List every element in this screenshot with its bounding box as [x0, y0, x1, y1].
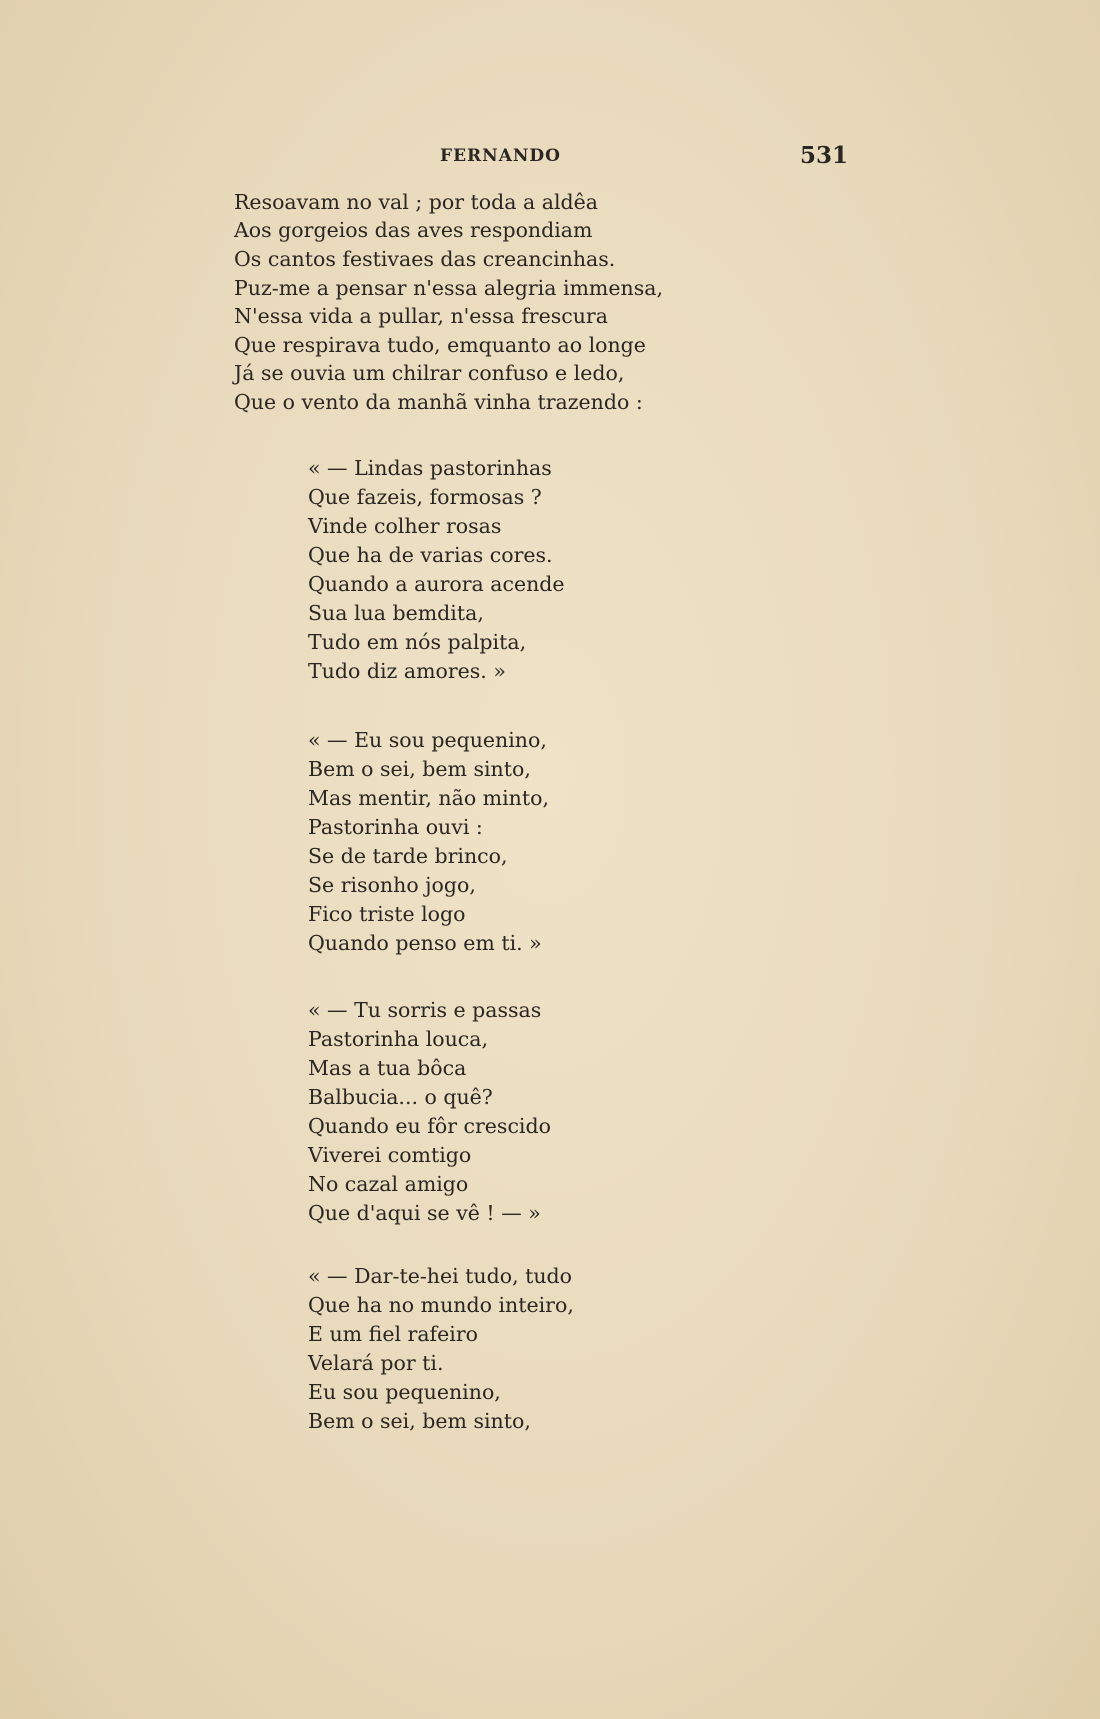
verse-line: « — Lindas pastorinhas [308, 456, 552, 480]
verse-line: N'essa vida a pullar, n'essa frescura [234, 304, 608, 328]
verse-line: Que fazeis, formosas ? [308, 485, 542, 509]
verse-line: Vinde colher rosas [308, 514, 502, 538]
verse-line: Que ha no mundo inteiro, [308, 1293, 574, 1317]
verse-line: Quando eu fôr crescido [308, 1114, 551, 1138]
verse-line: Sua lua bemdita, [308, 601, 484, 625]
verse-line: Já se ouvia um chilrar confuso e ledo, [234, 361, 625, 385]
verse-line: Pastorinha louca, [308, 1027, 489, 1051]
running-head [0, 142, 1100, 170]
verse-line: Fico triste logo [308, 902, 466, 926]
verse-line: Resoavam no val ; por toda a aldêa [234, 190, 598, 214]
verse-line: Se risonho jogo, [308, 873, 476, 897]
verse-line: No cazal amigo [308, 1172, 469, 1196]
verse-line: Tudo diz amores. » [308, 659, 506, 683]
verse-line: Bem o sei, bem sinto, [308, 1409, 531, 1433]
verse-line: Velará por ti. [308, 1351, 444, 1375]
verse-line: Balbucia... o quê? [308, 1085, 493, 1109]
verse-line: Que ha de varias cores. [308, 543, 553, 567]
verse-line: Que d'aqui se vê ! — » [308, 1201, 541, 1225]
verse-line: Eu sou pequenino, [308, 1380, 501, 1404]
verse-line: Se de tarde brinco, [308, 844, 508, 868]
verse-line: Os cantos festivaes das creancinhas. [234, 247, 616, 271]
verse-line: Mas mentir, não minto, [308, 786, 549, 810]
verse-line: Tudo em nós palpita, [308, 630, 527, 654]
verse-line: « — Tu sorris e passas [308, 998, 542, 1022]
verse-line: Que o vento da manhã vinha trazendo : [234, 390, 643, 414]
verse-line: Bem o sei, bem sinto, [308, 757, 531, 781]
verse-line: E um fiel rafeiro [308, 1322, 478, 1346]
verse-line: Que respirava tudo, emquanto ao longe [234, 333, 646, 357]
verse-line: Quando penso em ti. » [308, 931, 542, 955]
verse-line: Mas a tua bôca [308, 1056, 467, 1080]
verse-line: Quando a aurora acende [308, 572, 565, 596]
page-number: 531 [800, 142, 849, 169]
verse-line: « — Eu sou pequenino, [308, 728, 547, 752]
verse-line: Puz-me a pensar n'essa alegria immensa, [234, 276, 663, 300]
verse-line: « — Dar-te-hei tudo, tudo [308, 1264, 573, 1288]
running-title: FERNANDO [440, 146, 561, 166]
verse-line: Viverei comtigo [308, 1143, 472, 1167]
verse-line: Pastorinha ouvi : [308, 815, 483, 839]
verse-line: Aos gorgeios das aves respondiam [234, 218, 593, 242]
